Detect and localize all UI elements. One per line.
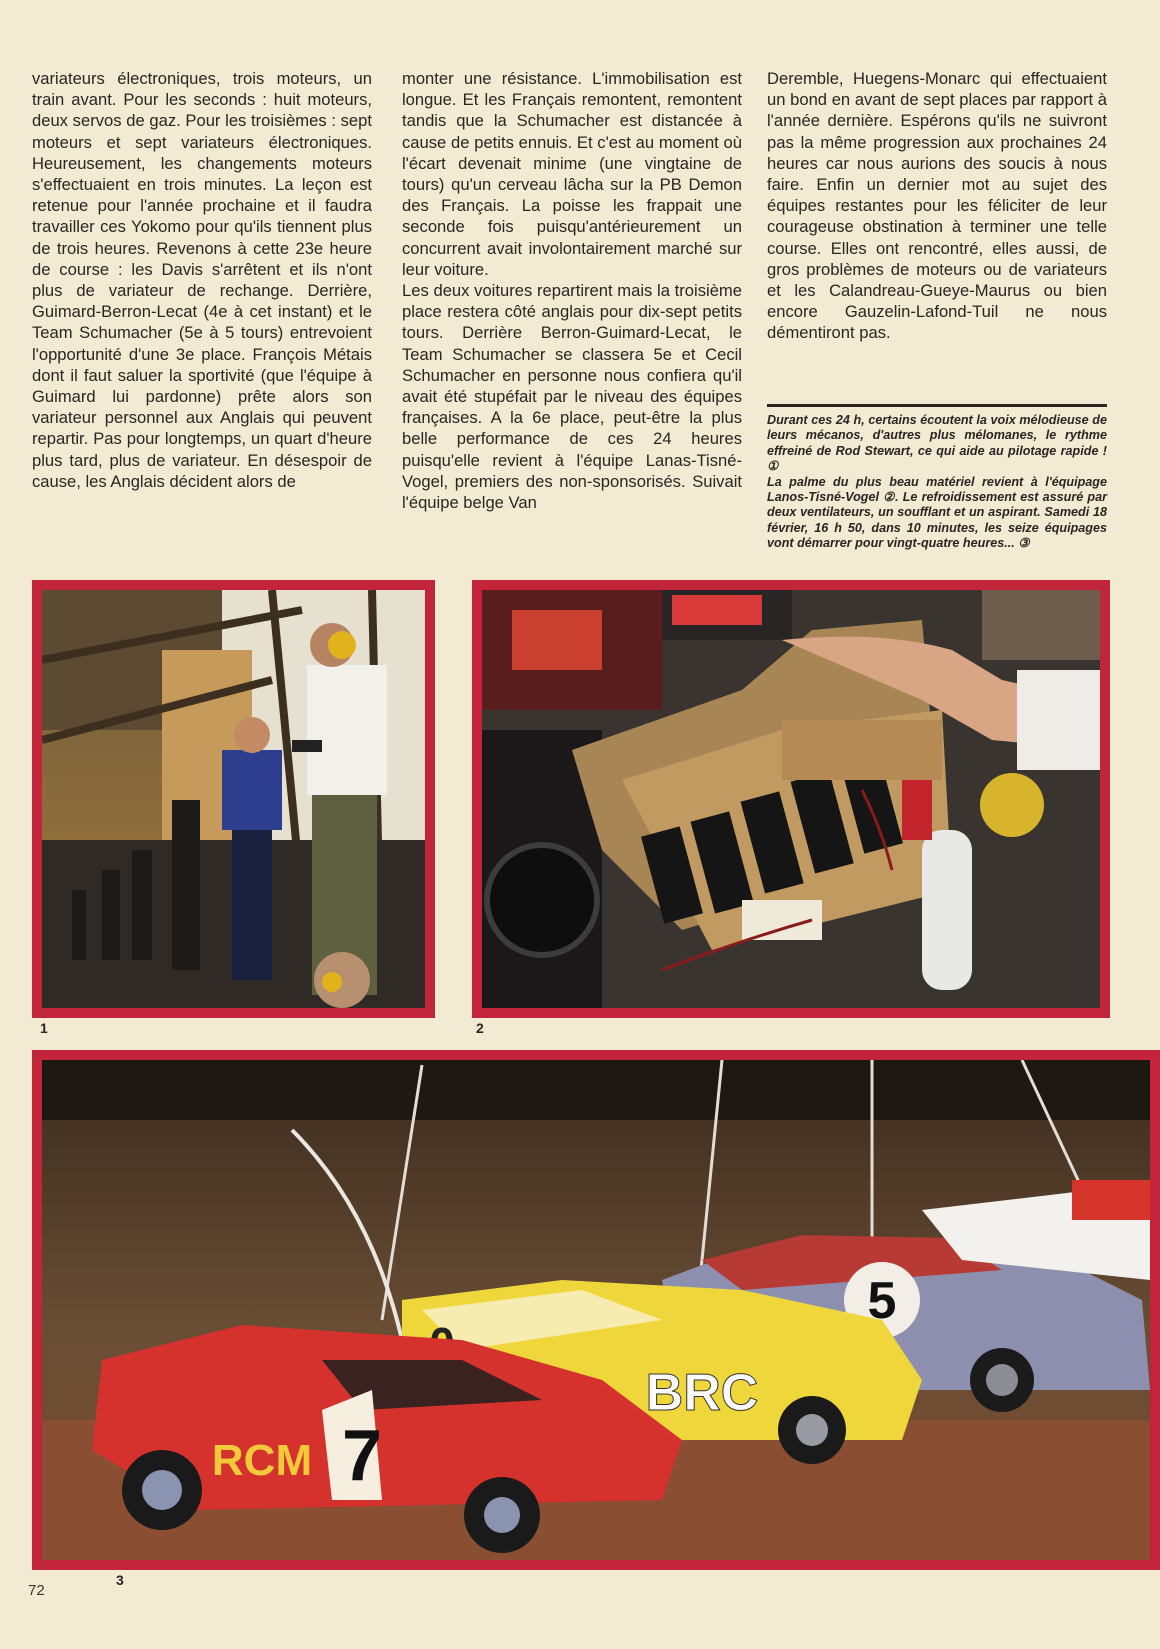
photo-1-drivers-platform: [32, 580, 435, 1018]
photo-3-illustration: [42, 1060, 1150, 1560]
text-column-2: [402, 68, 742, 513]
caption-paragraph-2: La palme du plus beau matériel revient à l'équipage Lanos-Tisné-Vogel ②. Le refroidissement est assuré par deux ventilateurs, un soufflant et un aspirant. Samedi 18 février, 16 h 50, dans 10 minutes, les seize équipages vont démarrer pour vingt-quatre heures... ③: [767, 474, 1107, 551]
figure-1-label: 1: [40, 1020, 48, 1036]
column-2-paragraph-1: monter une résistance. L'immobilisation est longue. Et les Français remontent, remontent tandis que la Schumacher est distancée à cause de petits ennuis. Et c'est au moment où l'écart devenait minime (une vingtaine de tours) qu'un cerveau lâcha sur la PB Demon des Français. La poisse les frappait une seconde fois puisqu'antérieurement un concurrent avait involontairement marché sur leur voiture.: [402, 69, 742, 279]
photo-2-equipment: [472, 580, 1110, 1018]
photo-caption: [767, 404, 1107, 552]
car-7-number: 7: [341, 1416, 383, 1496]
text-column-1: [32, 68, 372, 492]
car-5-number: 5: [867, 1272, 897, 1330]
column-2-paragraph-2: Les deux voitures repartirent mais la troisième place restera côté anglais pour dix-sept petits tours. Derrière Berron-Guimard-Lecat, le Team Schumacher se classera 5e et Cecil Schumacher en personne nous confiera qu'il avait été stupéfait par le niveau des équipes françaises. A la 6e place, peut-être la plus belle performance de ces 24 heures puisqu'elle revient à l'équipe Lanas-Tisné-Vogel, premiers des non-sponsorisés. Suivait l'équipe belge Van: [402, 281, 742, 513]
figure-2-label: 2: [476, 1020, 484, 1036]
column-1-text: variateurs électroniques, trois moteurs, un train avant. Pour les seconds : huit moteurs, deux servos de gaz. Pour les troisièmes : sept moteurs et sept variateurs électroniques. Heureusement, les changements moteurs s'effectuaient en trois minutes. La leçon est retenue pour l'année prochaine et il faudra travailler ces Yokomo pour qu'ils tiennent plus de trois heures. Revenons à cette 23e heure de course : les Davis s'arrêtent et ils n'ont plus de variateur de rechange. Derrière, Guimard-Berron-Lecat (4e à cet instant) et le Team Schumacher (5e à 5 tours) entrevoient l'opportunité d'une 3e place. François Métais dont il faut saluer la sportivité (que l'équipe à Guimard lui pardonne) prête alors son variateur personnel aux Anglais qui peuvent repartir. Pas pour longtemps, un quart d'heure plus tard, plus de variateur. En désespoir de cause, les Anglais décident alors de: [32, 69, 372, 491]
photo-3-race-cars: [32, 1050, 1160, 1570]
column-3-text: Deremble, Huegens-Monarc qui effectuaient un bond en avant de sept places par rapport à l'année dernière. Espérons qu'ils ne suivront pas la même progression aux prochaines 24 heures car nous aurions des soucis à nous faire. Enfin un dernier mot au sujet des équipes restantes pour les féliciter de leur courageuse obstination à terminer une telle course. Elles ont rencontré, elles aussi, de gros problèmes de moteurs ou de variateurs et les Calandreau-Gueye-Maurus ou bien encore Gauzelin-Lafond-Tuil ne nous démentiront pas.: [767, 69, 1107, 343]
photo-1-illustration: [42, 590, 425, 1008]
text-column-3: [767, 68, 1107, 344]
caption-paragraph-1: Durant ces 24 h, certains écoutent la voix mélodieuse de leurs mécanos, d'autres plus mélomanes, le rythme effreiné de Rod Stewart, ce qui aide au pilotage rapide ! ①: [767, 413, 1107, 474]
page-number: 72: [28, 1582, 45, 1599]
car-7-brand: RCM: [211, 1436, 313, 1485]
car-0-brand: BRC: [645, 1364, 759, 1422]
photo-2-illustration: [482, 590, 1100, 1008]
figure-3-label: 3: [116, 1572, 124, 1588]
